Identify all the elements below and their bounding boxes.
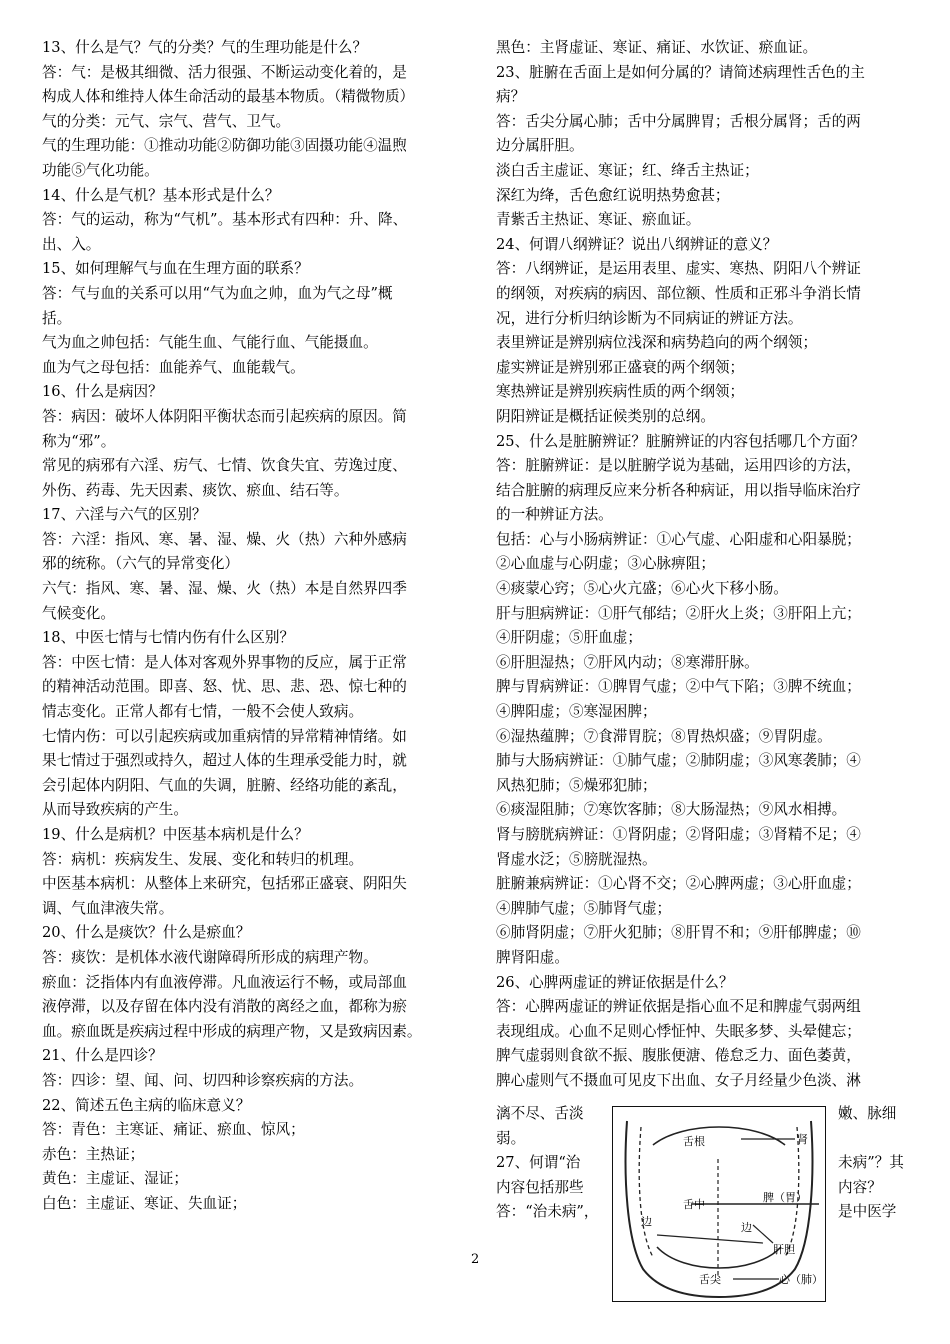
tongue-tip-arc — [657, 1247, 781, 1268]
wrap-line: 漓不尽、舌淡 — [496, 1105, 584, 1122]
text-line: 脾心虚则气不摄血可见皮下出血、女子月经量少色淡、淋 — [496, 1071, 861, 1089]
text-line: 包括：心与小肠病辨证：①心气虚、心阳虚和心阳暴脱； — [496, 530, 861, 548]
tongue-root-arc — [653, 1127, 785, 1145]
text-line: 会引起体内阴阳、气血的失调，脏腑、经络功能的紊乱， — [42, 776, 407, 794]
text-line: 18、中医七情与七情内伤有什么区别？ — [42, 629, 295, 647]
text-line: 淡白舌主虚证、寒证；红、绛舌主热证； — [496, 161, 759, 179]
text-line: 结合脏腑的病理反应来分析各种病证，用以指导临床治疗 — [496, 481, 861, 499]
text-line: 表里辨证是辨别病位浅深和病势趋向的两个纲领； — [496, 334, 818, 352]
text-line: 血为气之母包括：血能养气、血能载气。 — [42, 358, 305, 376]
text-line: 情志变化。正常人都有七情，一般不会使人致病。 — [42, 703, 364, 721]
text-line: 风热犯肺；⑤燥邪犯肺； — [496, 776, 657, 794]
text-line: 17、六淫与六气的区别？ — [42, 506, 207, 524]
text-line: 黑色：主肾虚证、寒证、痛证、水饮证、瘀血证。 — [496, 39, 818, 56]
label-tongue-tip: 舌尖 — [699, 1273, 721, 1286]
text-line: 况，进行分析归纳诊断为不同病证的辨证方法。 — [496, 309, 803, 327]
label-heart-lung: 心（肺） — [779, 1273, 823, 1286]
text-line: 答：四诊：望、闻、问、切四种诊察疾病的方法。 — [42, 1071, 364, 1089]
text-line: 20、什么是痰饮？什么是瘀血？ — [42, 924, 251, 942]
text-line: 肺与大肠病辨证：①肺气虚；②肺阴虚；③风寒袭肺；④ — [496, 752, 861, 770]
text-line: 邪的统称。（六气的异常变化） — [42, 555, 240, 573]
text-line: 括。 — [42, 309, 72, 327]
text-line: 24、何谓八纲辨证？说出八纲辨证的意义？ — [496, 235, 778, 253]
text-line: ⑥痰湿阻肺；⑦寒饮客肺；⑧大肠湿热；⑨风水相搏。 — [496, 801, 847, 819]
text-line: 气候变化。 — [42, 604, 115, 622]
wrap-line: 内容包括那些 — [496, 1178, 584, 1196]
wrap-line: 未病”？其 — [838, 1154, 904, 1172]
text-line: 答：六淫：指风、寒、暑、湿、燥、火（热）六种外感病 — [42, 530, 407, 548]
text-line: 答：中医七情：是人体对客观外界事物的反应，属于正常 — [42, 653, 407, 671]
text-line: 肝与胆病辨证：①肝气郁结；②肝火上炎；③肝阳上亢； — [496, 604, 861, 622]
text-line: 脾气虚弱则食欲不振、腹胀便溏、倦怠乏力、面色萎黄， — [496, 1047, 861, 1065]
text-line: 21、什么是四诊？ — [42, 1047, 163, 1065]
text-line: 深红为绛，舌色愈红说明热势愈甚； — [496, 186, 730, 204]
text-line: 阴阳辨证是概括证候类别的总纲。 — [496, 407, 715, 425]
text-line: 常见的病邪有六淫、疠气、七情、饮食失宜、劳逸过度、 — [42, 457, 407, 475]
wrap-line: 是中医学 — [838, 1203, 897, 1221]
text-line: ④痰蒙心窍；⑤心火亢盛；⑥心火下移小肠。 — [496, 580, 788, 598]
wrap-line: 嫩、脉细 — [838, 1105, 897, 1122]
text-line: 寒热辨证是辨别疾病性质的两个纲领； — [496, 383, 745, 401]
text-line: 七情内伤：可以引起疾病或加重病情的异常精神情绪。如 — [42, 727, 407, 745]
text-line: 22、简述五色主病的临床意义？ — [42, 1096, 251, 1114]
text-line: 黄色：主虚证、湿证； — [42, 1170, 188, 1188]
text-line: 13、什么是气？气的分类？气的生理功能是什么？ — [42, 39, 368, 56]
tongue-zones-figure — [612, 1106, 826, 1302]
wrap-line: 答：“治未病”， — [496, 1203, 599, 1221]
text-line: 答：青色：主寒证、痛证、瘀血、惊风； — [42, 1121, 305, 1139]
text-line: 气为血之帅包括：气能生血、气能行血、气能摄血。 — [42, 334, 378, 352]
text-line: 脏腑兼病辨证：①心肾不交；②心脾两虚；③心肝血虚； — [496, 875, 861, 893]
text-line: 瘀血：泛指体内有血液停滞。凡血液运行不畅，或局部血 — [42, 973, 407, 991]
text-line: 的精神活动范围。即喜、怒、忧、思、悲、恐、惊七种的 — [42, 678, 407, 696]
wrap-line: 27、何谓“治 — [496, 1154, 581, 1172]
label-edge-right: 边 — [741, 1221, 752, 1234]
left-column — [42, 36, 462, 1217]
text-line: 赤色：主热证； — [42, 1145, 145, 1163]
tongue-edge-left — [639, 1127, 653, 1257]
text-line: ④肝阴虚；⑤肝血虚； — [496, 629, 642, 647]
text-line: 16、什么是病因？ — [42, 383, 163, 401]
text-line: 血。瘀血既是疾病过程中形成的病理产物，又是致病因素。 — [42, 1022, 422, 1040]
label-kidney: 肾 — [797, 1133, 808, 1146]
text-line: 外伤、药毒、先天因素、痰饮、瘀血、结石等。 — [42, 481, 349, 499]
text-line: ④脾肺气虚；⑤肺肾气虚； — [496, 899, 672, 917]
text-line: 表现组成。心血不足则心悸怔忡、失眠多梦、头晕健忘； — [496, 1022, 861, 1040]
text-line: ②心血虚与心阴虚；③心脉痹阻； — [496, 555, 715, 573]
text-line: 出、入。 — [42, 235, 101, 253]
text-line: 的一种辨证方法。 — [496, 506, 613, 524]
text-line: 气的分类：元气、宗气、营气、卫气。 — [42, 112, 291, 130]
text-line: 的纲领，对疾病的病因、部位额、性质和正邪斗争消长情 — [496, 284, 861, 302]
text-line: 15、如何理解气与血在生理方面的联系？ — [42, 260, 309, 278]
text-line: ⑥肺肾阴虚；⑦肝火犯肺；⑧肝胃不和；⑨肝郁脾虚；⑩ — [496, 924, 861, 942]
text-line: ④脾阳虚；⑤寒湿困脾； — [496, 703, 657, 721]
label-tongue-root: 舌根 — [683, 1135, 705, 1148]
text-line: 25、什么是脏腑辨证？脏腑辨证的内容包括哪几个方面？ — [496, 432, 865, 450]
text-line: ⑥肝胆湿热；⑦肝风内动；⑧寒滞肝脉。 — [496, 653, 759, 671]
text-line: 调、气血津液失常。 — [42, 899, 174, 917]
text-line: 26、心脾两虚证的辨证依据是什么？ — [496, 973, 734, 991]
label-tongue-middle: 舌中 — [683, 1198, 705, 1211]
text-line: 气的生理功能：①推动功能②防御功能③固摄功能④温煦 — [42, 137, 407, 155]
text-line: 答：气：是极其细微、活力很强、不断运动变化着的，是 — [42, 63, 407, 81]
text-line: 功能⑤气化功能。 — [42, 161, 159, 179]
text-line: 答：舌尖分属心肺；舌中分属脾胃；舌根分属肾；舌的两 — [496, 112, 861, 130]
text-line: 肾与膀胱病辨证：①肾阴虚；②肾阳虚；③肾精不足；④ — [496, 826, 861, 843]
wrap-line: 内容？ — [838, 1178, 882, 1196]
liver-leader-left — [657, 1235, 763, 1243]
text-line: ⑥湿热蕴脾；⑦食滞胃脘；⑧胃热炽盛；⑨胃阴虚。 — [496, 727, 832, 745]
text-line: 果七情过于强烈或持久，超过人体的生理承受能力时，就 — [42, 752, 407, 770]
text-line: 虚实辨证是辨别邪正盛衰的两个纲领； — [496, 358, 745, 376]
text-line: 构成人体和维持人体生命活动的最基本物质。（精微物质） — [42, 88, 415, 106]
text-line: 答：气与血的关系可以用“气为血之帅，血为气之母”概 — [42, 284, 393, 302]
text-line: 答：心脾两虚证的辨证依据是指心血不足和脾虚气弱两组 — [496, 998, 861, 1016]
text-line: 白色：主虚证、寒证、失血证； — [42, 1194, 247, 1212]
text-line: 六气：指风、寒、暑、湿、燥、火（热）本是自然界四季 — [42, 580, 407, 598]
text-line: 答：痰饮：是机体水液代谢障碍所形成的病理产物。 — [42, 948, 378, 966]
text-line: 答：八纲辨证，是运用表里、虚实、寒热、阴阳八个辨证 — [496, 260, 861, 278]
tongue-diagram — [613, 1107, 825, 1301]
wrap-line: 弱。 — [496, 1129, 526, 1147]
right-column — [496, 36, 914, 1094]
text-line: 答：病因：破坏人体阴阳平衡状态而引起疾病的原因。简 — [42, 407, 407, 425]
text-line: 中医基本病机：从整体上来研究，包括邪正盛衰、阴阳失 — [42, 875, 407, 893]
liver-leader-right — [753, 1225, 773, 1243]
text-line: 病？ — [496, 88, 526, 106]
text-line: 边分属肝胆。 — [496, 137, 584, 155]
text-line: 答：脏腑辨证：是以脏腑学说为基础，运用四诊的方法， — [496, 457, 861, 475]
text-line: 14、什么是气机？基本形式是什么？ — [42, 186, 280, 204]
text-line: 脾与胃病辨证：①脾胃气虚；②中气下陷；③脾不统血； — [496, 678, 861, 696]
label-liver-gallbladder: 肝胆 — [773, 1243, 795, 1256]
text-line: 液停滞，以及存留在体内没有消散的离经之血，都称为瘀 — [42, 998, 407, 1016]
text-line: 称为“邪”。 — [42, 432, 116, 450]
text-line: 肾虚水泛；⑤膀胱湿热。 — [496, 850, 657, 868]
text-line: 答：病机：疾病发生、发展、变化和转归的机理。 — [42, 850, 364, 868]
tongue-outline — [626, 1121, 813, 1297]
text-line: 从而导致疾病的产生。 — [42, 801, 188, 819]
text-line: 23、脏腑在舌面上是如何分属的？请简述病理性舌色的主 — [496, 63, 865, 81]
text-line: 19、什么是病机？中医基本病机是什么？ — [42, 826, 309, 843]
label-spleen-stomach: 脾（胃） — [763, 1191, 807, 1204]
text-line: 脾肾阳虚。 — [496, 948, 569, 966]
text-line: 答：气的运动，称为“气机”。基本形式有四种：升、降、 — [42, 211, 408, 229]
text-line: 青紫舌主热证、寒证、瘀血证。 — [496, 211, 701, 229]
page-number: 2 — [471, 1252, 480, 1267]
label-edge-left: 边 — [641, 1215, 652, 1228]
